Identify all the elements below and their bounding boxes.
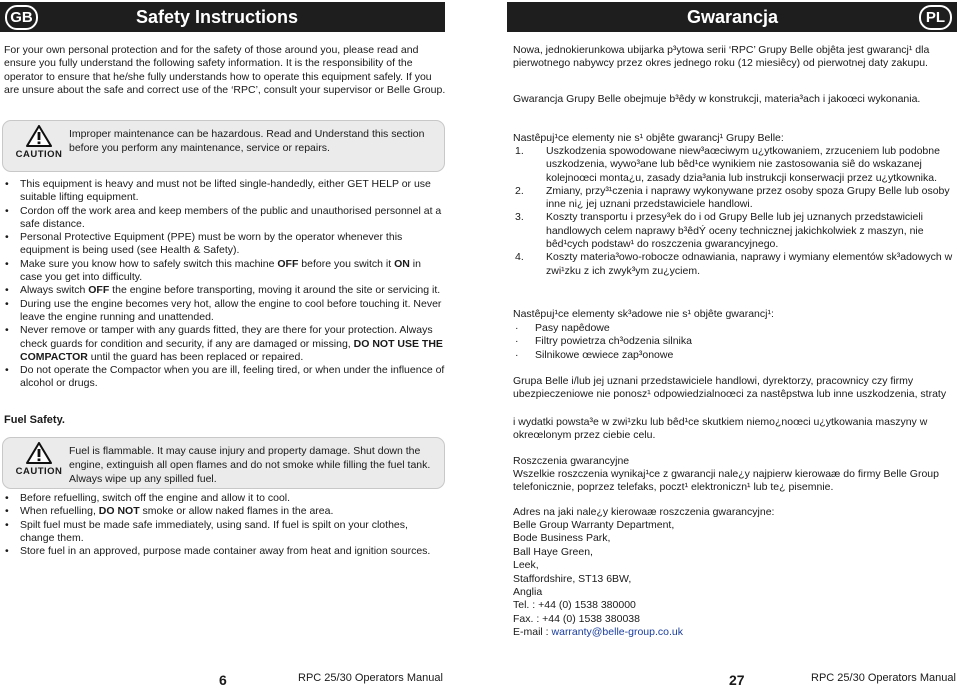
address-line: Staffordshire, ST13 6BW, [513,572,632,585]
list-item: • This equipment is heavy and must not be lifted single-handedly, either GET HELP or use suitable lifting equipment. [4,178,445,205]
list-item [513,322,953,335]
page-number: 27 [729,672,745,688]
address-block [513,519,953,640]
list-item [513,335,953,348]
list-text: Koszty transportu i przesy³ek do i od Grupy Belle lub jej uznanych przedstawicieli handlowych celem naprawy b³êdÝ oceny technicznej jakichkolwiek z maszyn, nie bêd¹cych podstaw¹ do roszczenia gwarancyjnego. [546,211,924,251]
list-item [513,211,953,251]
claims-title: Roszczenia gwarancyjne [513,455,630,467]
manual-title: RPC 25/30 Operators Manual [298,672,443,684]
list-number: 3. [515,211,524,224]
list-item [4,258,445,285]
fuel-safety-heading: Fuel Safety. [4,414,65,426]
list-item: • Before refuelling, switch off the engine and allow it to cool. [4,492,445,505]
list-item: • Personal Protective Equipment (PPE) must be worn by the operator whenever this equipment is being used (see Health & Safety). [4,231,445,258]
bold-off: OFF [277,257,299,270]
caution-label: CAUTION [15,466,63,477]
list-item [4,505,445,518]
list-item [4,324,445,364]
parts-intro: Nastêpuj¹ce elementy sk³adowe nie s¹ objête gwarancj¹: [513,308,774,320]
address-intro: Adres na jaki nale¿y kierowaæ roszczenia gwarancyjne: [513,506,775,518]
lang-badge-pl: PL [919,5,952,30]
text-segment: smoke or allow naked flames in the area. [139,505,334,518]
right-page-title: Gwarancja [687,7,779,27]
claims-text: Wszelkie roszczenia wynikaj¹ce z gwarancji nale¿y najpierw kierowaæ do firmy Belle Group telefonicznie, poprzez telefaks, poczt¹ elektroniczn¹ lub te¿ pisemnie. [513,468,939,494]
list-item: • Cordon off the work area and keep members of the public and unauthorised personnel at a safe distance. [4,205,445,232]
caution-icon-wrap [13,442,65,477]
lang-badge-gb: GB [5,5,38,30]
left-header-bar [0,2,445,32]
list-item: • Do not operate the Compactor when you are ill, feeling tired, or when under the influence of alcohol or drugs. [4,364,445,391]
intro-paragraph: For your own personal protection and for the safety of those around you, please read and ensure you fully understand the following safety information. It is the responsibility of the operator to ensure that he/she fully understands how to operate this equipment safely. If you are unsure about the safe and correct use of the ‘RPC’, consult your supervisor or Belle Group. [4,44,446,96]
bold-do-not: DO NOT [98,505,140,518]
list-text: Silnikowe œwiece zap³onowe [535,348,674,361]
bold-on: ON [394,257,410,270]
text-segment: in case you get into difficulty. [20,257,421,284]
text-segment: until the guard has been replaced or repaired. [87,350,304,363]
caution-icon-wrap [13,125,65,160]
email-label: E-mail : [513,626,552,639]
list-item [513,349,953,362]
list-text: Zmiany, przy³¹czenia i naprawy wykonywane przez osoby spoza Grupy Belle lub osoby inne ni¿ jej uznani przedstawiciele handlowi. [546,184,950,211]
list-text: Koszty materia³owo-robocze odnawiania, naprawy i wymiany elementów sk³adowych w zwi¹zku z ich zwyk³ym zu¿yciem. [546,251,953,277]
list-item: • During use the engine becomes very hot, allow the engine to cool before touching it. Never leave the engine running and unattended. [4,298,445,325]
list-item: • Store fuel in an approved, purpose made container away from heat and ignition sources. [4,545,445,558]
text-segment: the engine before transporting, moving it around the site or servicing it. [109,284,441,297]
phone-line: Tel. : +44 (0) 1538 380000 [513,599,636,612]
list-text: Uszkodzenia spowodowane niew³aœciwym u¿ytkowaniem, zrzuceniem lub podobne uszkodzenia, wywo³ane lub bêd¹ce wynikiem nie zastosowania siê do wskazanej kolejnoœci monta¿u, zasady dzia³ania lub instrukcji konserwacji przez u¿ytkownika. [546,145,940,184]
right-page [507,0,959,690]
list-item [513,185,953,212]
warning-triangle-icon [26,442,52,464]
fuel-bullet-list [4,492,445,558]
list-text: Pasy napêdowe [535,322,610,334]
text-segment: Always switch [20,284,89,297]
exclusions-list [513,145,953,278]
list-bullet: · [515,335,519,348]
list-item [4,284,445,297]
liability-paragraph: Grupa Belle i/lub jej uznani przedstawiciele handlowi, dyrektorzy, pracownicy czy firmy ubezpieczeniowe nie ponosz¹ odpowiedzialnoœci za nastêpstwa lub inne uszkodzenia, straty [513,375,947,401]
list-item [513,251,953,278]
text-segment: before you switch it [298,257,395,270]
text-segment: Never remove or tamper with any guards fitted, they are there for your protection. Always check guards for condition and security, if any are damaged or missing, [20,324,433,350]
caution-box-maintenance [2,120,445,172]
manual-title: RPC 25/30 Operators Manual [811,672,956,684]
warning-triangle-icon [26,125,52,147]
warranty-coverage: Gwarancja Grupy Belle obejmuje b³êdy w konstrukcji, materia³ach i jakoœci wykonania. [513,93,921,105]
caution-text: Improper maintenance can be hazardous. Read and Understand this section before you perform any maintenance, service or repairs. [69,128,425,154]
caution-box-fuel [2,437,445,489]
bold-do-not-use: DO NOT USE THE COMPACTOR [20,337,443,363]
email-link[interactable]: warranty@belle-group.co.uk [551,626,683,639]
list-text: Filtry powietrza ch³odzenia silnika [535,335,692,348]
list-item [513,145,953,185]
page-number: 6 [219,672,227,688]
email-line [513,626,953,639]
liability-paragraph-cont: i wydatki powsta³e w zwi¹zku lub bêd¹ce skutkiem niemo¿noœci u¿ytkowania maszyny w okreœlonym przez ciebie celu. [513,416,928,442]
list-item: • Spilt fuel must be made safe immediately, using sand. If fuel is spilt on your clothes, change them. [4,519,445,546]
caution-label: CAUTION [15,149,63,160]
list-number: 2. [515,184,524,197]
fax-line: Fax. : +44 (0) 1538 380038 [513,612,640,625]
left-page-title: Safety Instructions [136,7,299,27]
text-segment: Make sure you know how to safely switch this machine [20,257,278,270]
text-segment: When refuelling, [20,505,99,518]
right-header-bar [507,2,957,32]
parts-list [513,322,953,362]
bold-off: OFF [88,284,110,297]
list-number: 4. [515,251,524,264]
list-bullet: · [515,322,519,334]
list-bullet: · [515,348,519,361]
address-line: Leek, [513,559,539,572]
left-page [0,0,452,690]
caution-text: Fuel is flammable. It may cause injury and property damage. Shut down the engine, extinguish all open flames and do not smoke while filling the fuel tank. Always wipe up any spilled fuel. [69,445,431,485]
list-number: 1. [515,145,524,157]
exclusions-intro: Nastêpuj¹ce elementy nie s¹ objête gwarancj¹ Grupy Belle: [513,132,784,144]
address-line: Bode Business Park, [513,532,611,545]
address-line: Belle Group Warranty Department, [513,519,675,531]
address-line: Ball Haye Green, [513,545,593,558]
warranty-intro: Nowa, jednokierunkowa ubijarka p³ytowa serii ‘RPC’ Grupy Belle objêta jest gwarancj¹ dla pierwotnego nabywcy przez okres jednego roku (12 miesiêcy) od pierwotnej daty zakupu. [513,44,930,70]
safety-bullet-list [4,178,445,391]
address-line: Anglia [513,586,543,599]
